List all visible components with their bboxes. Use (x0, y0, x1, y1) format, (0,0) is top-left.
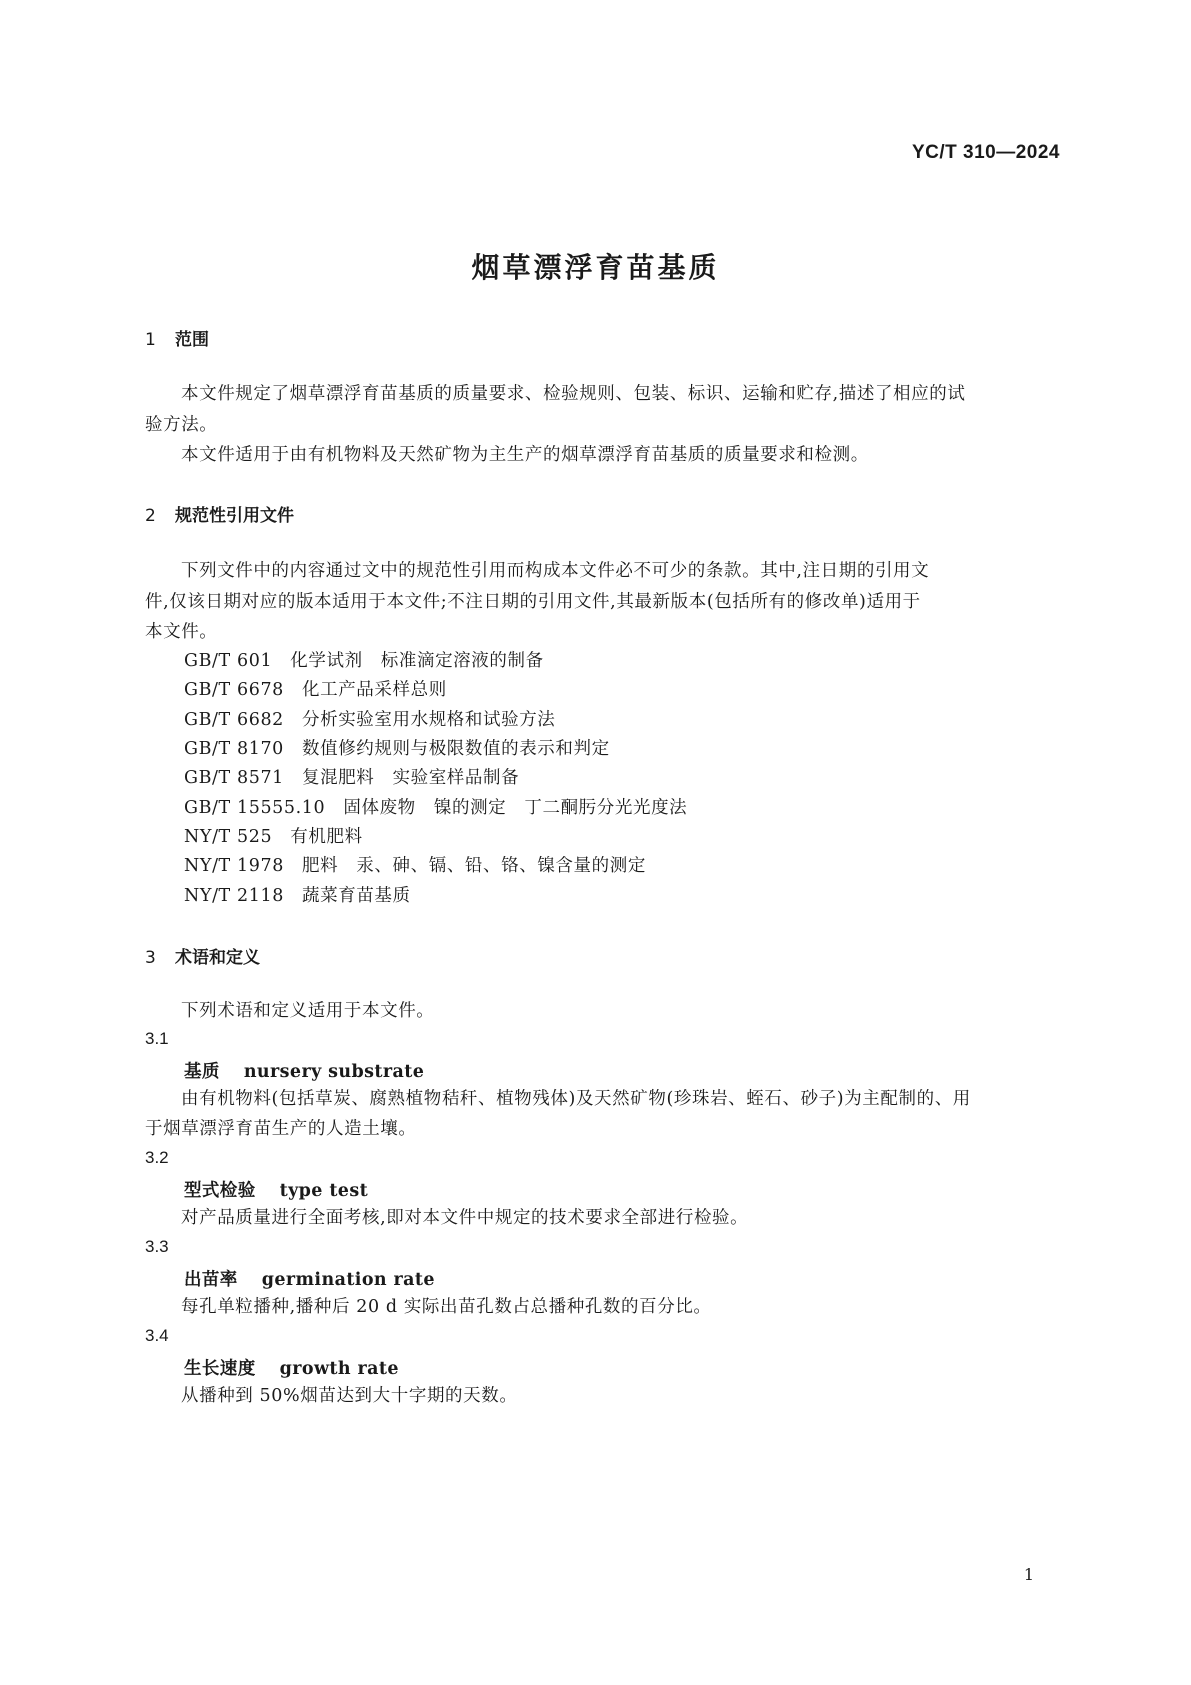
refs-intro-line-2 (145, 587, 1071, 618)
section-number: 2 (145, 506, 156, 526)
terms-intro (145, 996, 1071, 1027)
reference-item: NY/T 525 有机肥料 (184, 827, 363, 847)
term-definition (145, 1084, 1071, 1115)
term-heading (184, 1058, 424, 1083)
term-number: 3.2 (145, 1148, 169, 1167)
term-heading (184, 1177, 368, 1202)
text-line: 下列文件中的内容通过文中的规范性引用而构成本文件必不可少的条款。其中,注日期的引用文 (181, 561, 930, 581)
term-heading (184, 1266, 435, 1291)
section-number: 3 (145, 948, 156, 968)
term-definition (145, 1203, 1071, 1234)
text-line: 本文件适用于由有机物料及天然矿物为主生产的烟草漂浮育苗基质的质量要求和检测。 (181, 445, 869, 465)
term-zh: 出苗率 (184, 1270, 238, 1290)
document-code: YC/T 310—2024 (911, 142, 1060, 163)
term-number: 3.4 (145, 1326, 169, 1345)
term-zh: 生长速度 (184, 1359, 256, 1379)
term-number: 3.1 (145, 1029, 169, 1048)
section-title: 规范性引用文件 (175, 506, 294, 526)
term-number: 3.3 (145, 1237, 169, 1256)
page-number: 1 (1023, 1565, 1034, 1584)
text-line: 对产品质量进行全面考核,即对本文件中规定的技术要求全部进行检验。 (181, 1208, 749, 1228)
text-line: 下列术语和定义适用于本文件。 (181, 1001, 435, 1021)
text-line: 验方法。 (145, 415, 218, 435)
document-title: 烟草漂浮育苗基质 (471, 251, 720, 284)
scope-paragraph-2 (145, 440, 1071, 471)
term-zh: 基质 (184, 1062, 220, 1082)
section-number: 1 (145, 330, 156, 350)
reference-item: NY/T 2118 蔬菜育苗基质 (184, 886, 411, 906)
text-line: 于烟草漂浮育苗生产的人造土壤。 (145, 1119, 417, 1139)
reference-item: GB/T 601 化学试剂 标准滴定溶液的制备 (184, 651, 544, 671)
refs-intro-line-3 (145, 617, 1071, 648)
section-title: 术语和定义 (175, 948, 260, 968)
term-en: germination rate (261, 1270, 435, 1290)
term-definition (145, 1292, 1071, 1323)
section-heading-scope (145, 325, 209, 350)
reference-item: GB/T 6682 分析实验室用水规格和试验方法 (184, 710, 556, 730)
term-en: type test (279, 1181, 369, 1201)
text-line: 每孔单粒播种,播种后 20 d 实际出苗孔数占总播种孔数的百分比。 (181, 1297, 712, 1317)
term-en: nursery substrate (243, 1062, 425, 1082)
term-definition-cont (145, 1114, 1071, 1145)
scope-paragraph-1 (145, 379, 1071, 410)
section-heading-terms (145, 943, 260, 968)
term-zh: 型式检验 (184, 1181, 256, 1201)
reference-item: GB/T 8571 复混肥料 实验室样品制备 (184, 768, 520, 788)
text-line: 由有机物料(包括草炭、腐熟植物秸秆、植物残体)及天然矿物(珍珠岩、蛭石、砂子)为主配制的、用 (181, 1089, 971, 1109)
scope-paragraph-1-cont (145, 410, 1071, 441)
text-line: 本文件。 (145, 622, 218, 642)
term-definition (145, 1381, 1071, 1412)
section-heading-refs (145, 501, 294, 526)
term-heading (184, 1355, 399, 1380)
reference-item: GB/T 15555.10 固体废物 镍的测定 丁二酮肟分光光度法 (184, 798, 688, 818)
section-title: 范围 (175, 330, 209, 350)
refs-intro-line-1 (145, 556, 1071, 587)
text-line: 件,仅该日期对应的版本适用于本文件;不注日期的引用文件,其最新版本(包括所有的修改单)适用于 (145, 592, 921, 612)
text-line: 从播种到 50%烟苗达到大十字期的天数。 (181, 1386, 518, 1406)
text-line: 本文件规定了烟草漂浮育苗基质的质量要求、检验规则、包装、标识、运输和贮存,描述了相应的试 (181, 384, 966, 404)
reference-item: NY/T 1978 肥料 汞、砷、镉、铅、铬、镍含量的测定 (184, 856, 646, 876)
reference-item: GB/T 8170 数值修约规则与极限数值的表示和判定 (184, 739, 610, 759)
term-en: growth rate (279, 1359, 399, 1379)
reference-item: GB/T 6678 化工产品采样总则 (184, 680, 447, 700)
